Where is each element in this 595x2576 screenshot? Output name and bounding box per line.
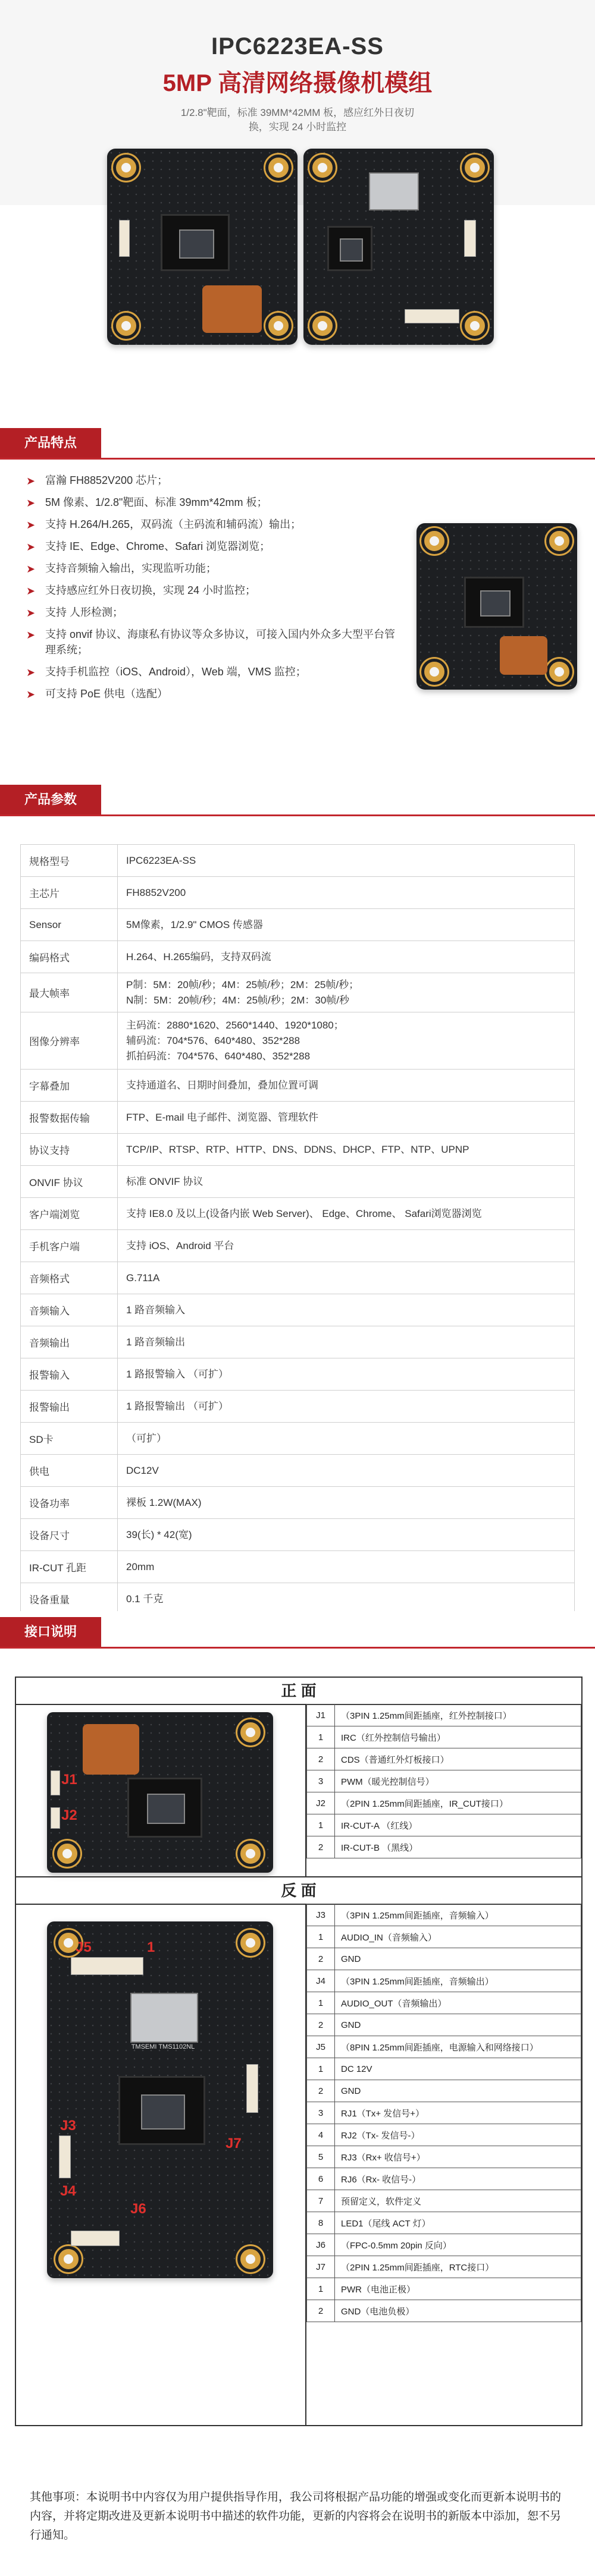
pin-number: 2	[307, 1836, 335, 1858]
pin-row	[307, 2212, 581, 2234]
pin-group-header	[307, 1792, 581, 1814]
pin-description: PWR（电池正极）	[335, 2278, 581, 2300]
pin-number: 8	[307, 2212, 335, 2234]
spec-value	[118, 1519, 575, 1551]
spec-key: 设备重量	[21, 1583, 118, 1615]
spec-value	[118, 1391, 575, 1423]
spec-key: 设备尺寸	[21, 1519, 118, 1551]
feature-text: 富瀚 FH8852V200 芯片；	[45, 474, 168, 486]
pin-description: CDS（普通红外灯板接口）	[335, 1748, 581, 1770]
pin-group-header	[307, 2234, 581, 2256]
pin-description: （3PIN 1.25mm间距插座，音频输入）	[335, 1904, 581, 1926]
pin-group-header	[307, 1970, 581, 1992]
pin-description: LED1（尾线 ACT 灯）	[335, 2212, 581, 2234]
pin-row	[307, 2102, 581, 2124]
spec-key: SD卡	[21, 1423, 118, 1455]
pin-number: 2	[307, 2300, 335, 2322]
pin-description: GND（电池负极）	[335, 2300, 581, 2322]
board-photo-back	[303, 149, 494, 345]
pin-description: RJ6（Rx- 收信号-）	[335, 2168, 581, 2190]
front-title: 正 面	[16, 1678, 581, 1705]
interface-section-header	[0, 1611, 595, 1649]
bullet-arrow-icon: ➤	[26, 688, 36, 700]
params-tab: 产品参数	[0, 785, 101, 814]
spec-key: 协议支持	[21, 1134, 118, 1166]
feature-item	[24, 517, 405, 532]
pin-description: AUDIO_IN（音频输入）	[335, 1926, 581, 1948]
feature-text: 支持手机监控（iOS、Android），Web 端，VMS 监控；	[45, 666, 306, 678]
spec-value-line: 裸板 1.2W(MAX)	[126, 1496, 202, 1508]
pin-number: 5	[307, 2146, 335, 2168]
feature-item	[24, 561, 405, 576]
front-pin-table	[306, 1704, 581, 1858]
spec-value-line: 20mm	[126, 1561, 155, 1572]
pin-number: J4	[307, 1970, 335, 1992]
spec-value-line: 支持 iOS、Android 平台	[126, 1240, 234, 1251]
spec-key: 手机客户端	[21, 1230, 118, 1262]
pin-number: 1	[307, 1726, 335, 1748]
pin-number: 1	[307, 1814, 335, 1836]
spec-value-line: N制：5M：20帧/秒；4M：25帧/秒；2M：30帧/秒	[126, 994, 350, 1006]
spec-row	[21, 1455, 575, 1487]
pin-number: 2	[307, 1948, 335, 1970]
pin-row	[307, 2190, 581, 2212]
pin-row	[307, 2058, 581, 2080]
pin-description: （2PIN 1.25mm间距插座，RTC接口）	[335, 2256, 581, 2278]
pin-number: 6	[307, 2168, 335, 2190]
spec-key: IR-CUT 孔距	[21, 1551, 118, 1583]
connector-label: J2	[61, 1807, 77, 1823]
spec-value	[118, 877, 575, 909]
spec-value	[118, 1455, 575, 1487]
spec-value-line: P制：5M：20帧/秒；4M：25帧/秒；2M：25帧/秒；	[126, 979, 359, 990]
pin-description: GND	[335, 2080, 581, 2102]
pin-description: IR-CUT-B （黑线）	[335, 1836, 581, 1858]
pin-description: （FPC-0.5mm 20pin 反向）	[335, 2234, 581, 2256]
hero-banner	[0, 0, 595, 205]
spec-row	[21, 1326, 575, 1358]
spec-key: 供电	[21, 1455, 118, 1487]
spec-value-line: FTP、E-mail 电子邮件、浏览器、管理软件	[126, 1111, 318, 1123]
spec-value-line: 39(长) * 42(宽)	[126, 1528, 192, 1540]
pin-group-header	[307, 2036, 581, 2058]
spec-row	[21, 845, 575, 877]
pin-row	[307, 2300, 581, 2322]
spec-value	[118, 941, 575, 973]
spec-key: 报警输出	[21, 1391, 118, 1423]
pin-number: 1	[307, 2058, 335, 2080]
spec-value	[118, 1166, 575, 1198]
spec-key: 音频输出	[21, 1326, 118, 1358]
spec-key: 规格型号	[21, 845, 118, 877]
feature-item	[24, 627, 405, 658]
bullet-arrow-icon: ➤	[26, 607, 36, 619]
spec-row	[21, 1102, 575, 1134]
spec-value	[118, 1230, 575, 1262]
disclaimer-note: 其他事项：本说明书中内容仅为用户提供指导作用，我公司将根据产品功能的增强或变化而更新本说明书的内容，并将定期改进及更新本说明书中描述的软件功能，更新的内容将会在说明书的新版本中添加，恕不另行通知。	[30, 2491, 562, 2542]
spec-value-line: 1 路报警输入 （可扩）	[126, 1368, 228, 1380]
pin-number: 2	[307, 2080, 335, 2102]
spec-value	[118, 1262, 575, 1294]
interface-panel	[15, 1677, 583, 2426]
feature-text: 支持 onvif 协议、海康私有协议等众多协议，可接入国内外众多大型平台管理系统；	[45, 628, 396, 656]
spec-value-line: 标准 ONVIF 协议	[126, 1175, 203, 1187]
connector-label: 1	[147, 1939, 155, 1955]
spec-value-line: 0.1 千克	[126, 1593, 164, 1605]
pin-description: RJ3（Rx+ 收信号+）	[335, 2146, 581, 2168]
spec-row	[21, 909, 575, 941]
pin-number: 2	[307, 1748, 335, 1770]
pin-number: J5	[307, 2036, 335, 2058]
spec-key: 图像分辨率	[21, 1012, 118, 1070]
pin-description: DC 12V	[335, 2058, 581, 2080]
bullet-arrow-icon: ➤	[26, 541, 36, 553]
connector-label: J6	[130, 2201, 146, 2217]
spec-key: 字幕叠加	[21, 1070, 118, 1102]
feature-text: 支持 H.264/H.265，双码流（主码流和辅码流）输出；	[45, 518, 302, 530]
spec-value	[118, 1102, 575, 1134]
bullet-arrow-icon: ➤	[26, 475, 36, 487]
spec-key: 报警输入	[21, 1358, 118, 1391]
pin-description: （2PIN 1.25mm间距插座，IR_CUT接口）	[335, 1792, 581, 1814]
pin-number: J7	[307, 2256, 335, 2278]
spec-value	[118, 1551, 575, 1583]
pin-description: GND	[335, 2014, 581, 2036]
spec-key: 主芯片	[21, 877, 118, 909]
pin-description: IR-CUT-A （红线）	[335, 1814, 581, 1836]
spec-value	[118, 1358, 575, 1391]
spec-value-line: DC12V	[126, 1464, 159, 1476]
feature-item	[24, 583, 405, 598]
spec-row	[21, 1519, 575, 1551]
features-list	[24, 473, 405, 708]
back-pin-table	[306, 1904, 581, 2322]
pin-row	[307, 2080, 581, 2102]
interface-tab: 接口说明	[0, 1617, 101, 1647]
params-section-header	[0, 779, 595, 816]
spec-value	[118, 1070, 575, 1102]
spec-value-line: IPC6223EA-SS	[126, 854, 196, 866]
pin-group-header	[307, 1904, 581, 1926]
spec-row	[21, 1262, 575, 1294]
spec-row	[21, 1423, 575, 1455]
spec-value	[118, 909, 575, 941]
pin-number: J3	[307, 1904, 335, 1926]
pin-row	[307, 1726, 581, 1748]
feature-text: 支持 人形检测；	[45, 606, 124, 618]
pin-description: 预留定义，软件定义	[335, 2190, 581, 2212]
feature-item	[24, 539, 405, 554]
spec-row	[21, 973, 575, 1012]
bullet-arrow-icon: ➤	[26, 629, 36, 641]
pin-number: 4	[307, 2124, 335, 2146]
pin-group-header	[307, 1704, 581, 1726]
pin-description: （3PIN 1.25mm间距插座，音频输出）	[335, 1970, 581, 1992]
pin-number: J1	[307, 1704, 335, 1726]
spec-row	[21, 1198, 575, 1230]
feature-text: 可支持 PoE 供电（选配）	[45, 688, 168, 700]
pin-row	[307, 2278, 581, 2300]
pin-description: RJ2（Tx- 发信号-）	[335, 2124, 581, 2146]
interface-front-board	[47, 1712, 273, 1873]
product-title: 5MP 高清网络摄像机模组	[162, 70, 433, 96]
bullet-arrow-icon: ➤	[26, 585, 36, 597]
pin-number: 1	[307, 2278, 335, 2300]
pin-number: 3	[307, 2102, 335, 2124]
spec-value	[118, 1012, 575, 1070]
pin-row	[307, 2124, 581, 2146]
spec-value-line: G.711A	[126, 1272, 160, 1284]
spec-key: ONVIF 协议	[21, 1166, 118, 1198]
bullet-arrow-icon: ➤	[26, 563, 36, 575]
spec-row	[21, 1391, 575, 1423]
back-title: 反 面	[16, 1876, 581, 1905]
pin-number: J6	[307, 2234, 335, 2256]
connector-label: J3	[60, 2118, 76, 2134]
pin-row	[307, 1992, 581, 2014]
pin-description: RJ1（Tx+ 发信号+）	[335, 2102, 581, 2124]
interface-back-board	[47, 1921, 273, 2278]
pin-row	[307, 1836, 581, 1858]
pin-row	[307, 2014, 581, 2036]
spec-value-line: （可扩）	[126, 1432, 167, 1444]
feature-text: 支持感应红外日夜切换，实现 24 小时监控；	[45, 584, 256, 596]
product-model: IPC6223EA-SS	[211, 33, 384, 59]
feature-text: 5M 像素、1/2.8"靶面、标准 39mm*42mm 板；	[45, 496, 268, 508]
spec-row	[21, 1294, 575, 1326]
feature-item	[24, 473, 405, 488]
spec-value	[118, 1198, 575, 1230]
spec-row	[21, 1551, 575, 1583]
pin-row	[307, 1770, 581, 1792]
connector-label: J7	[226, 2135, 242, 2152]
pin-description: AUDIO_OUT（音频输出）	[335, 1992, 581, 2014]
features-tab: 产品特点	[0, 428, 101, 458]
spec-value-line: 1 路音频输入	[126, 1304, 186, 1316]
spec-value	[118, 845, 575, 877]
spec-value	[118, 1134, 575, 1166]
spec-row	[21, 877, 575, 909]
pin-description: IRC（红外控制信号输出）	[335, 1726, 581, 1748]
pin-row	[307, 2168, 581, 2190]
pin-description: （3PIN 1.25mm间距插座，红外控制接口）	[335, 1704, 581, 1726]
spec-value	[118, 1487, 575, 1519]
bullet-arrow-icon: ➤	[26, 666, 36, 678]
spec-value	[118, 973, 575, 1012]
bullet-arrow-icon: ➤	[26, 519, 36, 531]
spec-row	[21, 941, 575, 973]
pin-row	[307, 1948, 581, 1970]
spec-value-line: 主码流：2880*1620、2560*1440、1920*1080；	[126, 1019, 344, 1031]
spec-value-line: 辅码流：704*576、640*480、352*288	[126, 1034, 300, 1046]
pin-number: 2	[307, 2014, 335, 2036]
spec-key: 音频输入	[21, 1294, 118, 1326]
pin-number: 3	[307, 1770, 335, 1792]
spec-key: 编码格式	[21, 941, 118, 973]
spec-value	[118, 1294, 575, 1326]
spec-value-line: FH8852V200	[126, 886, 186, 898]
spec-value-line: 1 路音频输出	[126, 1336, 186, 1348]
spec-row	[21, 1230, 575, 1262]
spec-row	[21, 1012, 575, 1070]
connector-label: J1	[61, 1772, 77, 1788]
board-photo-features	[416, 523, 577, 690]
pin-description: GND	[335, 1948, 581, 1970]
spec-value-line: TCP/IP、RTSP、RTP、HTTP、DNS、DDNS、DHCP、FTP、NTP、UPNP	[126, 1143, 469, 1155]
bullet-arrow-icon: ➤	[26, 497, 36, 509]
pin-number: 7	[307, 2190, 335, 2212]
back-chip-marking: TMSEMI TMS1102NL	[131, 2043, 195, 2050]
pin-number: J2	[307, 1792, 335, 1814]
spec-value	[118, 1583, 575, 1615]
spec-key: 最大帧率	[21, 973, 118, 1012]
spec-key: 客户端浏览	[21, 1198, 118, 1230]
pin-number: 1	[307, 1992, 335, 2014]
pin-group-header	[307, 2256, 581, 2278]
spec-value-line: 5M像素，1/2.9" CMOS 传感器	[126, 919, 263, 930]
spec-value	[118, 1326, 575, 1358]
spec-key: 报警数据传输	[21, 1102, 118, 1134]
feature-item	[24, 686, 405, 702]
spec-row	[21, 1166, 575, 1198]
product-subtitle: 1/2.8"靶面，标准 39MM*42MM 板，感应红外日夜切换，实现 24 小时监控	[180, 107, 415, 133]
feature-text: 支持音频输入输出，实现监听功能；	[45, 562, 217, 574]
feature-item	[24, 605, 405, 620]
spec-row	[21, 1487, 575, 1519]
spec-row	[21, 1583, 575, 1615]
features-section-header	[0, 422, 595, 460]
spec-value	[118, 1423, 575, 1455]
spec-key: 设备功率	[21, 1487, 118, 1519]
pin-row	[307, 1748, 581, 1770]
spec-row	[21, 1070, 575, 1102]
pin-number: 1	[307, 1926, 335, 1948]
spec-key: Sensor	[21, 909, 118, 941]
pin-row	[307, 1926, 581, 1948]
spec-value-line: 1 路报警输出 （可扩）	[126, 1400, 228, 1412]
spec-table	[20, 844, 575, 1615]
board-photo-front	[107, 149, 298, 345]
pin-description: （8PIN 1.25mm间距插座，电源输入和网络接口）	[335, 2036, 581, 2058]
pin-row	[307, 1814, 581, 1836]
feature-item	[24, 495, 405, 510]
spec-value-line: H.264、H.265编码，支持双码流	[126, 951, 271, 963]
pin-description: PWM（暖光控制信号）	[335, 1770, 581, 1792]
connector-label: J5	[76, 1939, 92, 1955]
spec-key: 音频格式	[21, 1262, 118, 1294]
feature-item	[24, 664, 405, 680]
feature-text: 支持 IE、Edge、Chrome、Safari 浏览器浏览；	[45, 540, 271, 552]
spec-row	[21, 1134, 575, 1166]
pin-row	[307, 2146, 581, 2168]
spec-value-line: 抓拍码流：704*576、640*480、352*288	[126, 1050, 311, 1062]
spec-row	[21, 1358, 575, 1391]
connector-label: J4	[60, 2183, 76, 2199]
spec-value-line: 支持 IE8.0 及以上(设备内嵌 Web Server)、 Edge、Chrome、 Safari浏览器浏览	[126, 1207, 482, 1219]
spec-value-line: 支持通道名、日期时间叠加，叠加位置可调	[126, 1079, 318, 1091]
